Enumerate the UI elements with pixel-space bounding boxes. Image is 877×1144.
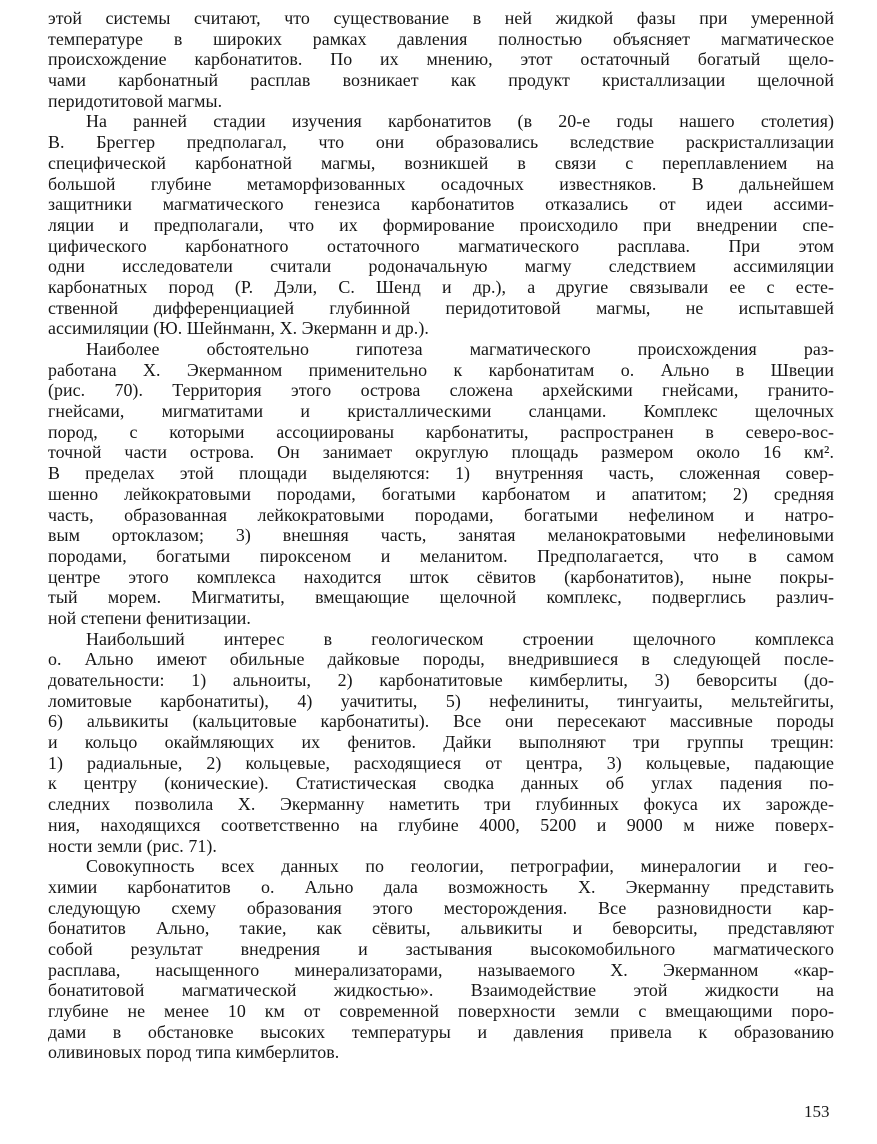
text-line: ственной дифференциацией глубинной перидотитовой магмы, не испытавшей: [48, 297, 834, 318]
paragraph: [48, 339, 834, 629]
text-line: перидотитовой магмы.: [48, 90, 223, 111]
text-line: точной части острова. Он занимает округлую площадь размером около 16 км².: [48, 442, 834, 463]
text-line: и кольцо окаймляющих их фенитов. Дайки выполняют три группы трещин:: [48, 732, 834, 753]
text-line: цифического карбонатного остаточного магматического расплава. При этом: [48, 235, 834, 256]
text-line: На ранней стадии изучения карбонатитов (в 20-е годы нашего столетия): [86, 111, 834, 132]
text-line: Наибольший интерес в геологическом строении щелочного комплекса: [86, 628, 834, 649]
text-line: собой результат внедрения и застывания высокомобильного магматического: [48, 938, 834, 959]
text-line: большой глубине метаморфизованных осадочных известняков. В дальнейшем: [48, 173, 834, 194]
text-line: чами карбонатный расплав возникает как продукт кристаллизации щелочной: [48, 70, 834, 91]
text-line: бонатитовой магматической жидкостью». Взаимодействие этой жидкости на: [48, 980, 834, 1001]
text-line: глубине не менее 10 км от современной поверхности земли с вмещающими поро-: [48, 1001, 834, 1021]
paragraph: [48, 111, 834, 339]
text-line: центре этого комплекса находится шток сёвитов (карбонатитов), ныне покры-: [48, 566, 834, 587]
text-line: Наиболее обстоятельно гипотеза магматического происхождения раз-: [86, 339, 834, 359]
paragraph: [48, 8, 834, 111]
paragraph: [48, 856, 834, 1063]
text-line: 6) альвикиты (кальцитовые карбонатиты). Все они пересекают массивные породы: [48, 711, 834, 732]
paragraph: [48, 629, 834, 857]
text-line: породами, богатыми пироксеном и меланитом. Предполагается, что в самом: [48, 545, 834, 566]
text-line: ломитовые карбонатиты), 4) уачититы, 5) нефелиниты, тингуаиты, мельтейгиты,: [48, 690, 834, 711]
text-line: ния, находящихся соответственно на глубине 4000, 5200 и 9000 м ниже поверх-: [48, 814, 834, 835]
text-line: ности земли (рис. 71).: [48, 835, 217, 856]
text-line: работана Х. Экерманном применительно к карбонатитам о. Ально в Швеции: [48, 359, 834, 380]
text-line: расплава, насыщенного минерализаторами, называемого Х. Экерманном «кар-: [48, 959, 834, 980]
text-line: Совокупность всех данных по геологии, петрографии, минералогии и гео-: [86, 856, 834, 877]
text-line: следних позволила Х. Экерманну наметить три глубинных фокуса их зарожде-: [48, 794, 834, 815]
text-line: ассимиляции (Ю. Шейнманн, Х. Экерманн и др.).: [48, 318, 429, 339]
text-line: ляции и предполагали, что их формирование происходило при внедрении спе-: [48, 214, 834, 235]
text-line: этой системы считают, что существование в ней жидкой фазы при умеренной: [48, 8, 834, 28]
text-line: следующую схему образования этого месторождения. Все разновидности кар-: [48, 897, 834, 918]
text-line: гнейсами, мигматитами и кристаллическими сланцами. Комплекс щелочных: [48, 401, 834, 422]
page-body: [48, 8, 834, 1128]
text-line: одни исследователи считали родоначальную магму следствием ассимиляции: [48, 256, 834, 277]
text-line: оливиновых пород типа кимберлитов.: [48, 1042, 340, 1063]
text-line: защитники магматического генезиса карбонатитов отказались от идеи ассими-: [48, 194, 834, 215]
text-line: ной степени фенитизации.: [48, 607, 251, 628]
text-line: происхождение карбонатитов. По их мнению, этот остаточный богатый щело-: [48, 49, 834, 70]
text-line: В пределах этой площади выделяются: 1) внутренняя часть, сложенная совер-: [48, 463, 834, 484]
text-line: тый морем. Мигматиты, вмещающие щелочной комплекс, подверглись различ-: [48, 587, 834, 608]
text-line: вым ортоклазом; 3) внешняя часть, занятая меланократовыми нефелиновыми: [48, 525, 834, 546]
text-line: карбонатных пород (Р. Дэли, С. Шенд и др.), а другие связывали ее с есте-: [48, 276, 834, 297]
page-number: 153: [804, 1102, 830, 1121]
text-line: температуре в широких рамках давления полностью объясняет магматическое: [48, 28, 834, 49]
text-line: пород, с которыми ассоциированы карбонатиты, распространен в северо-вос-: [48, 421, 834, 442]
text-line: В. Бреггер предполагал, что они образовались вследствие раскристаллизации: [48, 132, 834, 153]
text-line: химии карбонатитов о. Ально дала возможность Х. Экерманну представить: [48, 876, 834, 897]
text-line: бонатитов Ально, такие, как сёвиты, альвикиты и беворситы, представляют: [48, 918, 834, 939]
text-line: шенно лейкократовыми породами, богатыми карбонатом и апатитом; 2) средняя: [48, 483, 834, 504]
text-line: довательности: 1) альноиты, 2) карбонатитовые кимберлиты, 3) беворситы (до-: [48, 670, 834, 690]
text-line: дами в обстановке высоких температуры и давления привела к образованию: [48, 1021, 834, 1042]
text-line: специфической карбонатной магмы, возникшей в связи с переплавлением на: [48, 152, 834, 173]
text-line: часть, образованная лейкократовыми породами, богатыми нефелином и натро-: [48, 504, 834, 525]
text-line: 1) радиальные, 2) кольцевые, расходящиеся от центра, 3) кольцевые, падающие: [48, 752, 834, 773]
text-line: к центру (конические). Статистическая сводка данных об углах падения по-: [48, 773, 834, 794]
text-line: (рис. 70). Территория этого острова сложена архейскими гнейсами, гранито-: [48, 380, 834, 401]
text-line: о. Ально имеют обильные дайковые породы, внедрившиеся в следующей после-: [48, 649, 834, 670]
